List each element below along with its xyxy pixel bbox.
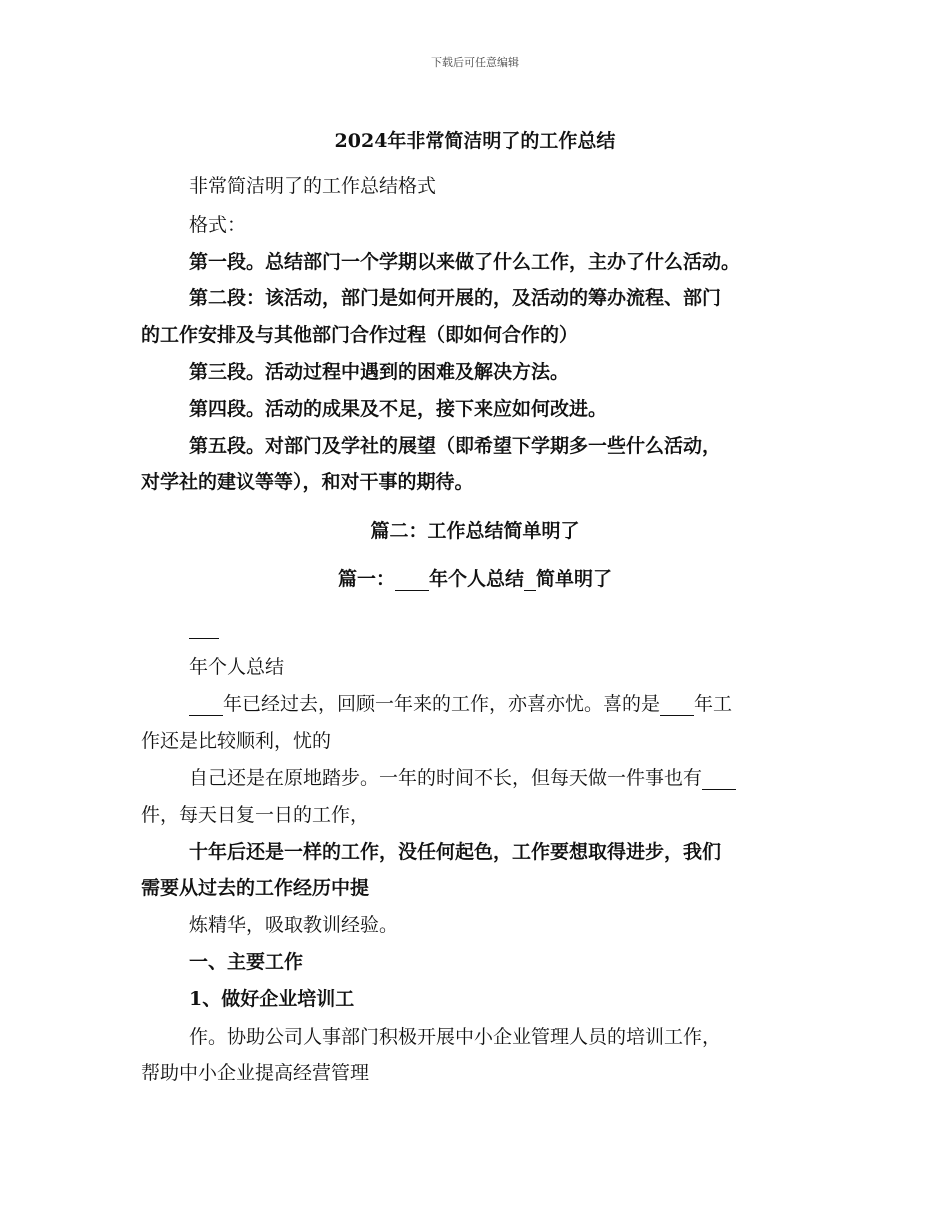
page-header: 下载后可任意编辑 xyxy=(431,56,519,69)
text-line: 第一段。总结部门一个学期以来做了什么工作，主办了什么活动。 xyxy=(189,251,741,273)
text-part: 自己还是在原地踏步。一年的时间不长，但每天做一件事也有 xyxy=(189,767,703,789)
heading-part: 年个人总结 xyxy=(428,568,524,590)
text-line: 需要从过去的工作经历中提 xyxy=(141,877,370,899)
fill-blank xyxy=(524,572,536,591)
text-line: 第四段。活动的成果及不足，接下来应如何改进。 xyxy=(189,398,608,420)
text-line xyxy=(189,766,736,790)
text-line: 件，每天日复一日的工作， xyxy=(141,804,370,826)
text-line: 帮助中小企业提高经营管理 xyxy=(141,1062,370,1084)
text-line: 1、做好企业培训工 xyxy=(189,988,355,1010)
fill-blank xyxy=(660,697,694,716)
document-title: 2024年非常简洁明了的工作总结 xyxy=(334,130,616,152)
text-line: 第五段。对部门及学社的展望（即希望下学期多一些什么活动， xyxy=(189,435,722,457)
text-line: 格式： xyxy=(189,214,247,236)
text-line: 第二段：该活动，部门是如何开展的，及活动的筹办流程、部门 xyxy=(189,287,722,309)
fill-blank xyxy=(395,572,429,591)
fill-blank xyxy=(189,697,223,716)
text-line: 对学社的建议等等），和对干事的期待。 xyxy=(141,471,474,493)
heading-part: 篇一： xyxy=(337,568,395,590)
text-line: 的工作安排及与其他部门合作过程（即如何合作的） xyxy=(141,324,579,346)
text-line xyxy=(189,692,732,716)
text-line: 作。协助公司人事部门积极开展中小企业管理人员的培训工作， xyxy=(189,1026,722,1048)
text-line: 第三段。活动过程中遇到的困难及解决方法。 xyxy=(189,361,570,383)
fill-blank xyxy=(702,771,736,790)
section-heading: 篇二：工作总结简单明了 xyxy=(370,520,580,542)
text-part: 年已经过去，回顾一年来的工作，亦喜亦忧。喜的是 xyxy=(223,693,661,715)
section-heading xyxy=(0,567,950,591)
text-line: 炼精华，吸取教训经验。 xyxy=(189,914,399,936)
text-line: 非常简洁明了的工作总结格式 xyxy=(189,175,437,197)
text-line: 一、主要工作 xyxy=(189,951,304,973)
text-line: 十年后还是一样的工作，没任何起色，工作要想取得进步，我们 xyxy=(189,841,722,863)
fill-blank xyxy=(189,618,219,639)
text-part: 年工 xyxy=(694,693,733,715)
heading-part: 简单明了 xyxy=(536,568,613,590)
text-line: 作还是比较顺利，忧的 xyxy=(141,730,332,752)
text-line: 年个人总结 xyxy=(189,656,285,678)
